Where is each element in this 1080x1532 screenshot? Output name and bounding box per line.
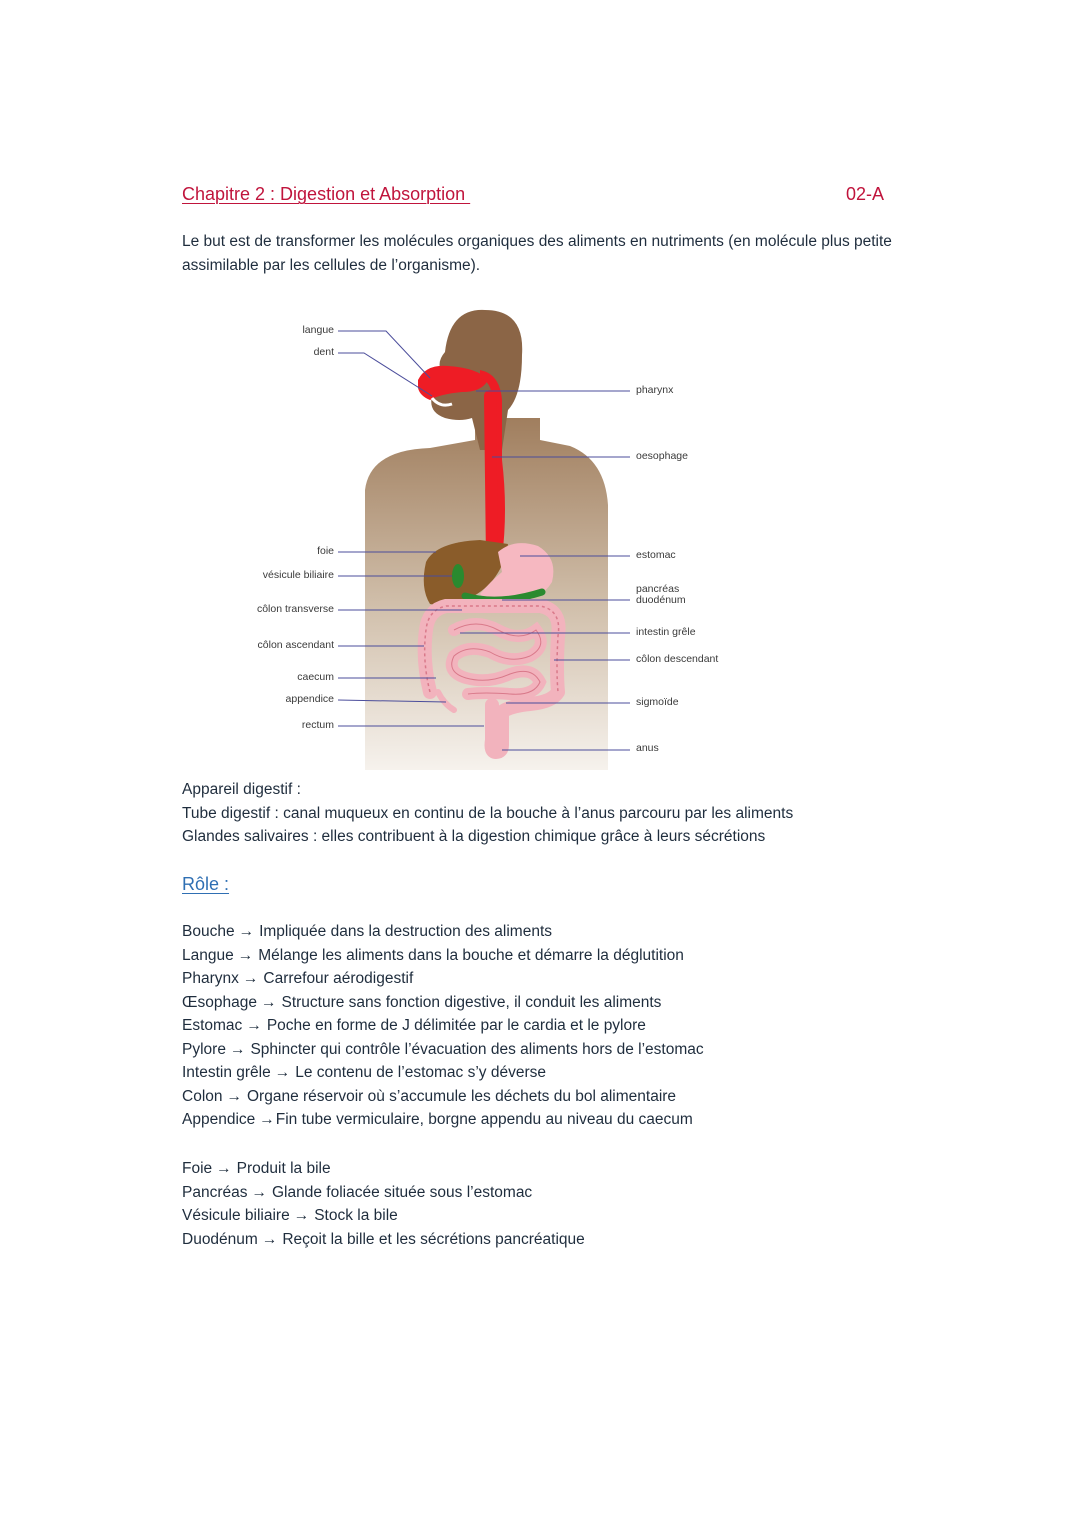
role-desc: Structure sans fonction digestive, il conduit les aliments: [281, 993, 662, 1011]
arrow-icon: →: [260, 993, 277, 1011]
role-item: [182, 1157, 585, 1181]
arrow-icon: →: [246, 1017, 262, 1034]
role-item: [182, 991, 704, 1015]
label-pharynx: pharynx: [636, 384, 674, 396]
role-desc: Reçoit la bille et les sécrétions pancréatique: [282, 1230, 585, 1248]
label-rectum: rectum: [301, 719, 334, 731]
role-desc: Fin tube vermiculaire, borgne appendu au niveau du caecum: [275, 1111, 693, 1128]
label-oesophage: oesophage: [636, 450, 688, 462]
label-sigmoide: sigmoïde: [636, 696, 679, 708]
label-vesicule-biliaire: vésicule biliaire: [262, 569, 334, 581]
label-foie: foie: [317, 545, 334, 557]
role-desc: Mélange les aliments dans la bouche et démarre la déglutition: [258, 946, 684, 964]
label-estomac: estomac: [636, 549, 676, 561]
label-appendice: appendice: [285, 693, 334, 705]
role-list: [182, 920, 704, 1132]
arrow-icon: →: [259, 1111, 275, 1128]
label-colon-ascendant: côlon ascendant: [257, 639, 334, 651]
label-langue: langue: [302, 324, 334, 336]
role-term: Œsophage: [182, 993, 257, 1011]
role-desc: Glande foliacée située sous l’estomac: [271, 1183, 533, 1201]
arrow-icon: →: [216, 1160, 232, 1177]
page-code: 02-A: [845, 184, 884, 204]
role-term: Vésicule biliaire: [182, 1207, 290, 1224]
role-item: [182, 920, 704, 944]
role-desc: Produit la bile: [236, 1160, 331, 1177]
label-intestin-grele: intestin grêle: [636, 626, 696, 638]
arrow-icon: →: [251, 1183, 267, 1201]
appareil-section: [182, 778, 793, 849]
label-caecum: caecum: [297, 671, 334, 683]
role-term: Pharynx: [182, 970, 239, 987]
role-term: Pylore: [182, 1040, 226, 1058]
gallbladder: [452, 564, 464, 588]
role-desc: Impliquée dans la destruction des aliments: [259, 923, 553, 940]
appareil-heading: Appareil digestif :: [182, 781, 301, 798]
role-item: [182, 1181, 585, 1205]
role-term: Intestin grêle: [182, 1064, 271, 1081]
appareil-line: Glandes salivaires : elles contribuent à la digestion chimique grâce à leurs sécrétions: [182, 828, 766, 845]
arrow-icon: →: [274, 1064, 291, 1081]
role-term: Pancréas: [182, 1183, 248, 1201]
label-pancreas: pancréas: [636, 583, 680, 595]
role-desc: Le contenu de l’estomac s’y déverse: [295, 1064, 546, 1081]
arrow-icon: →: [293, 1207, 310, 1224]
arrow-icon: →: [226, 1087, 242, 1105]
role-item: [182, 1085, 704, 1109]
role-desc: Organe réservoir où s’accumule les déchets du bol alimentaire: [247, 1087, 677, 1105]
role-item: [182, 1014, 704, 1038]
role-term: Bouche: [182, 923, 235, 940]
chapter-title: Chapitre 2 : Digestion et Absorption: [182, 184, 471, 204]
arrow-icon: →: [261, 1230, 278, 1248]
role-term: Appendice: [182, 1111, 256, 1128]
role-item: [182, 944, 704, 968]
role-item: [182, 1204, 585, 1228]
arrow-icon: →: [242, 970, 259, 987]
role-item: [182, 1108, 704, 1132]
intro-paragraph: Le but est de transformer les molécules organiques des aliments en nutriments (en molécule plus petite assimilable par les cellules de l’organisme).: [182, 233, 892, 274]
role-term: Colon: [182, 1087, 223, 1105]
arrow-icon: →: [237, 946, 254, 964]
label-anus: anus: [636, 742, 659, 754]
arrow-icon: →: [229, 1040, 246, 1058]
role-desc: Carrefour aérodigestif: [263, 970, 414, 987]
role-desc: Sphincter qui contrôle l’évacuation des aliments hors de l’estomac: [250, 1040, 704, 1058]
label-dent: dent: [313, 346, 334, 358]
role-term: Estomac: [182, 1017, 243, 1034]
role-title: Rôle :: [182, 874, 230, 894]
label-colon-transverse: côlon transverse: [256, 603, 334, 615]
role-term: Duodénum: [182, 1230, 258, 1248]
role-item: [182, 967, 704, 991]
label-duodenum: duodénum: [636, 594, 686, 606]
label-colon-descendant: côlon descendant: [636, 653, 719, 665]
role-list-glands: [182, 1157, 585, 1251]
role-item: [182, 1061, 704, 1085]
role-term: Langue: [182, 946, 234, 964]
role-term: Foie: [182, 1160, 213, 1177]
role-desc: Stock la bile: [314, 1207, 398, 1224]
appareil-line: Tube digestif : canal muqueux en continu de la bouche à l’anus parcouru par les aliments: [182, 804, 794, 822]
page-header: [182, 184, 884, 210]
role-desc: Poche en forme de J délimitée par le cardia et le pylore: [266, 1017, 646, 1034]
digestive-system-diagram: [240, 300, 760, 770]
esophagus-tube: [490, 396, 492, 560]
role-item: [182, 1228, 585, 1252]
arrow-icon: →: [238, 923, 255, 940]
role-item: [182, 1038, 704, 1062]
